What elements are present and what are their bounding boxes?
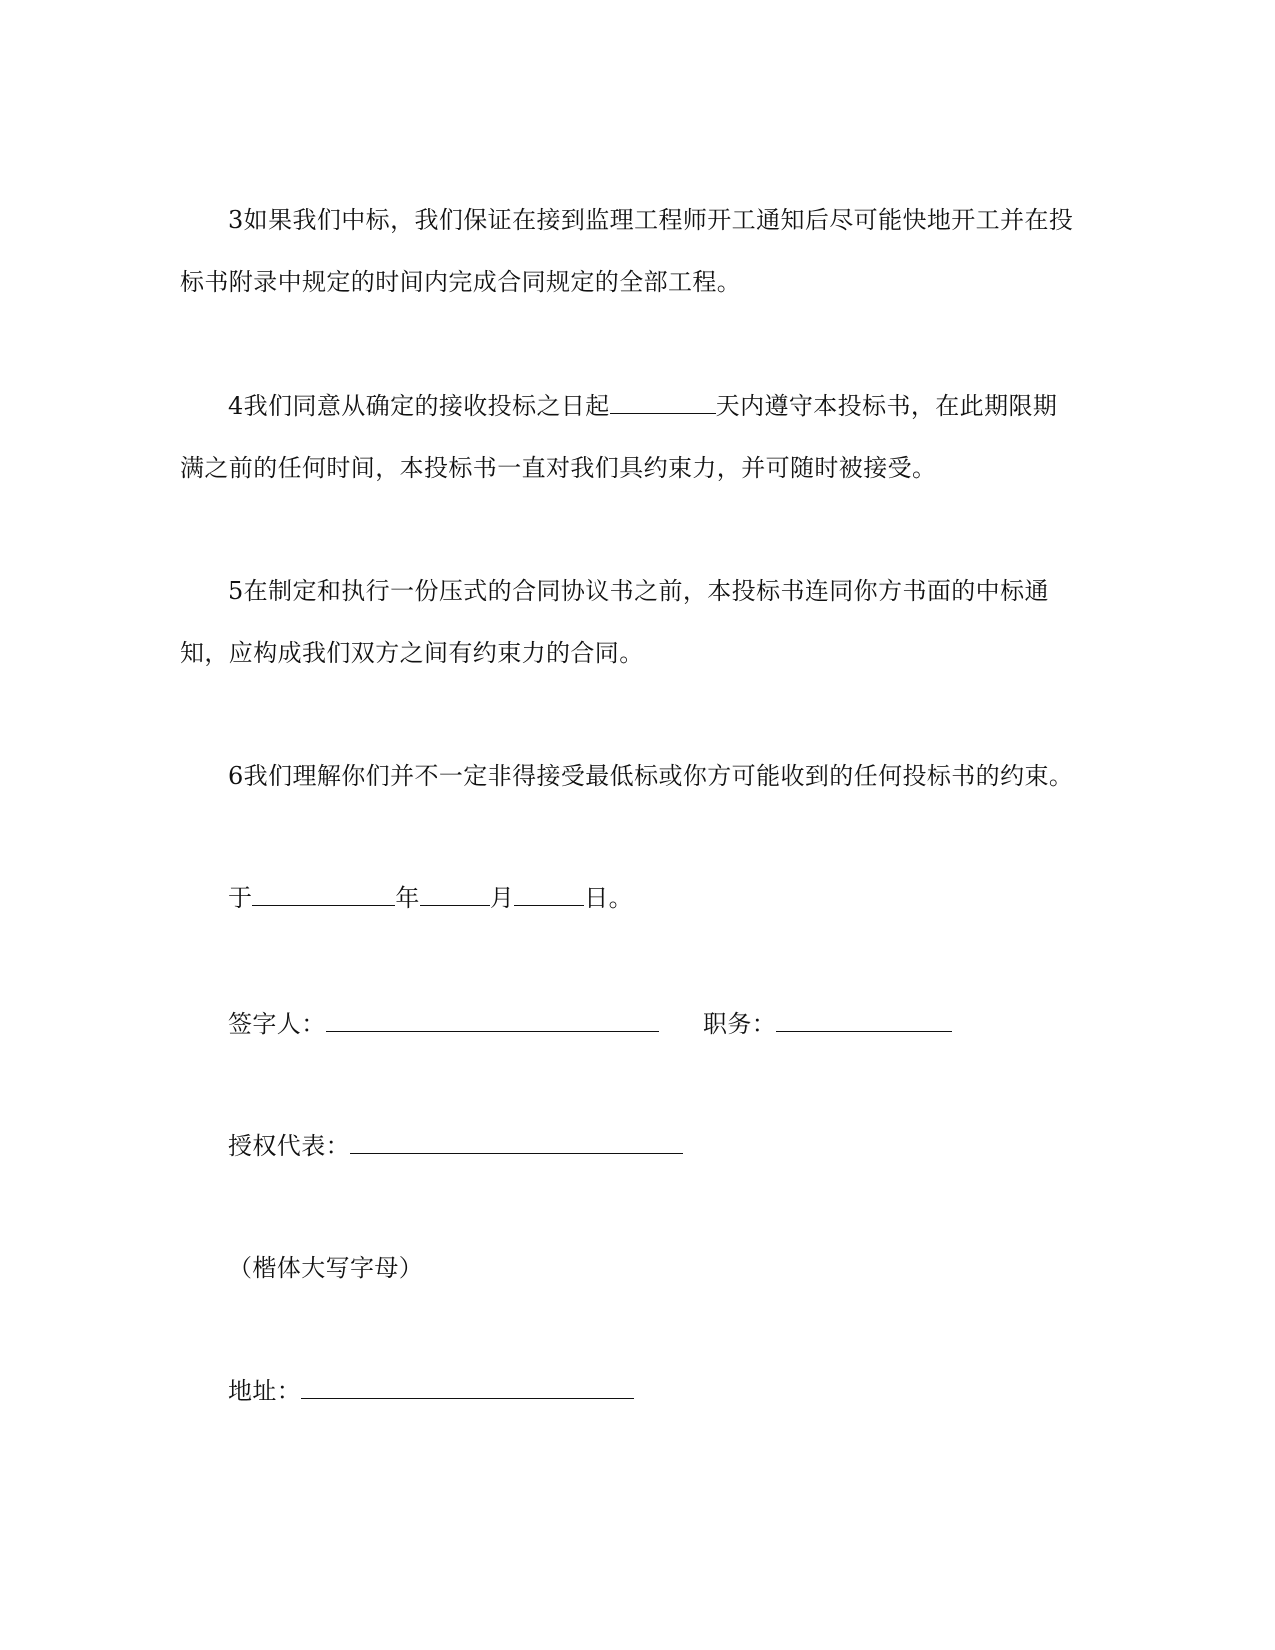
paragraph-5-line-2: 知，应构成我们双方之间有约束力的合同。 — [180, 639, 644, 667]
position-line — [703, 1009, 952, 1039]
year-blank — [252, 883, 395, 906]
paragraph-4-text-before: 4我们同意从确定的接收投标之日起 — [228, 392, 610, 420]
day-blank — [514, 883, 584, 906]
signer-label: 签字人： — [228, 1010, 326, 1038]
paragraph-6-line-1: 6我们理解你们并不一定非得接受最低标或你方可能收到的任何投标书的约束。 — [228, 762, 1074, 790]
day-label: 日。 — [584, 884, 634, 912]
paragraph-4-text-after: 天内遵守本投标书，在此期限期 — [715, 392, 1058, 420]
date-prefix: 于 — [228, 884, 253, 912]
days-blank — [610, 391, 716, 414]
address-line — [228, 1376, 634, 1406]
signer-blank — [326, 1009, 659, 1032]
month-label: 月 — [489, 884, 515, 912]
address-blank — [301, 1376, 634, 1399]
authorized-blank — [350, 1131, 683, 1154]
signer-line — [228, 1009, 659, 1039]
authorized-label: 授权代表： — [228, 1132, 350, 1160]
block-letters-note: （楷体大写字母） — [228, 1254, 424, 1282]
paragraph-3-line-1: 3如果我们中标，我们保证在接到监理工程师开工通知后尽可能快地开工并在投 — [228, 206, 1074, 234]
paragraph-4-line-1 — [228, 391, 1057, 421]
paragraph-4-line-2: 满之前的任何时间，本投标书一直对我们具约束力，并可随时被接受。 — [180, 454, 937, 482]
address-label: 地址： — [228, 1377, 302, 1405]
year-label: 年 — [395, 884, 420, 912]
position-label: 职务： — [703, 1010, 777, 1038]
month-blank — [420, 883, 490, 906]
date-line — [228, 883, 633, 913]
paragraph-3-line-2: 标书附录中规定的时间内完成合同规定的全部工程。 — [180, 268, 742, 296]
paragraph-5-line-1: 5在制定和执行一份压式的合同协议书之前，本投标书连同你方书面的中标通 — [228, 577, 1049, 605]
authorized-line — [228, 1131, 683, 1161]
position-blank — [776, 1009, 952, 1032]
